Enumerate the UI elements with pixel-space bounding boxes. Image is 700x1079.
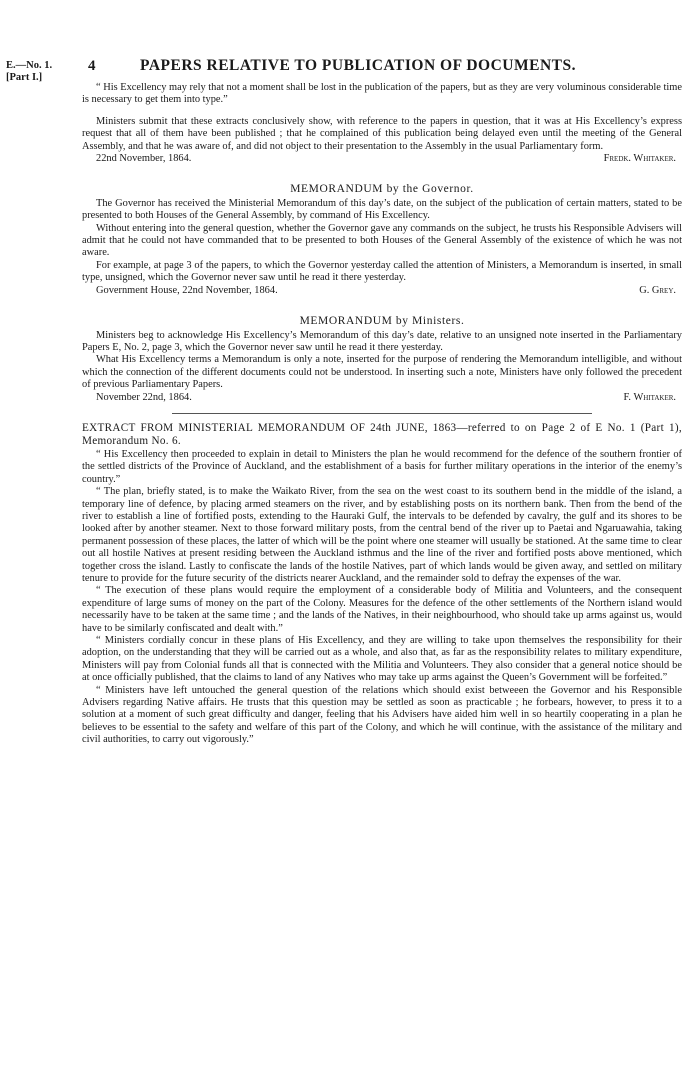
margin-reference bbox=[6, 60, 52, 84]
ministers-date: November 22nd, 1864. bbox=[96, 391, 192, 403]
page-body bbox=[82, 82, 682, 747]
margin-ref-part: [Part I.] bbox=[6, 72, 43, 83]
margin-ref-number: E.—No. 1. bbox=[6, 60, 53, 71]
ministers-memo-paragraph-1: Ministers beg to acknowledge His Excellency’s Memorandum of this day’s date, relative to an unsigned note inserted in the Parliamentary Papers E, No. 2, page 3, which the Governor never saw until he read it there yesterday. bbox=[82, 329, 682, 353]
running-title: PAPERS RELATIVE TO PUBLICATION OF DOCUMENTS. bbox=[140, 57, 576, 74]
governor-signature: G. Grey. bbox=[639, 284, 676, 296]
governor-signature-line bbox=[82, 285, 682, 297]
ministers-paragraph: Ministers submit that these extracts conclusively show, with reference to the papers in question, that it was at His Excellency’s express request that all of them have been published ; that he complained of this publication being delayed even until the meeting of the General Assembly, and that he was aware of, and did not object to their presentation to the Assembly in the usual Parliamentary form. bbox=[82, 115, 682, 152]
ministers-memorandum bbox=[82, 315, 682, 404]
page-number: 4 bbox=[88, 58, 96, 74]
governor-place-date: Government House, 22nd November, 1864. bbox=[96, 284, 278, 296]
extract-paragraph-4: “ Ministers cordially concur in these plans of His Excellency, and they are willing to take upon themselves the responsibility for their adoption, on the understanding that they will be carried out as a whole, and also that, as far as the responsibility relates to military expenditure, Ministers will pay from Colonial funds all that is connected with the Militia and Volunteers. They also consider that a general notice should be at once officially published, that the claims to land of any Natives who may take up arms against the Queen’s Government will be forfeited.” bbox=[82, 635, 682, 684]
extract-paragraph-2: “ The plan, briefly stated, is to make the Waikato River, from the sea on the west coast to its southern bend in the middle of the island, a temporary line of defence, by placing armed steamers on the river, and by establishing posts on its northern bank. Then from the bend of the river to establish a line of fortified posts, extending to the Hauraki Gulf, the intervals to be defended by cavalry, the gulf and its shores to be looked after by another steamer. Next to those forward military posts, from the central bend of the river up to Paetai and Ngaruawahia, taking permanent possession of these places, the latter of which will be the point where one steamer will usually be stationed. At the same time to clear out all hostile Natives at present residing between the Auckland isthmus and the line of the river and fortified posts above mentioned, which together cross the island. Lastly to confiscate the lands of the hostile Natives, part of which lands would be given away, and settled on military tenure to provide for the future security of the districts nearer Auckland, and the remainder sold to defray the expenses of the war. bbox=[82, 486, 682, 584]
extract-section bbox=[82, 422, 682, 747]
intro-signature: Fredk. Whitaker. bbox=[603, 153, 676, 165]
governor-memo-paragraph-1: The Governor has received the Ministerial Memorandum of this day’s date, on the subject of the publication of certain matters, stated to be presented to both Houses of the General Assembly, by command of His Excellency. bbox=[82, 197, 682, 222]
ministers-memo-heading: MEMORANDUM by Ministers. bbox=[299, 315, 465, 328]
governor-memo-paragraph-3: For example, at page 3 of the papers, to which the Governor yesterday called the attention of Ministers, a Memorandum is inserted, in small type, unsigned, which the Governor never saw until he read it there yesterday. bbox=[82, 259, 682, 284]
governor-memorandum bbox=[82, 183, 682, 297]
ministers-signature: F. Whitaker. bbox=[623, 391, 676, 403]
governor-memo-paragraph-2: Without entering into the general question, whether the Governor gave any commands on the subject, he trusts his Responsible Advisers will admit that he could not have commanded that to be presented to both Houses of the General Assembly of the existence of which he was not aware. bbox=[82, 222, 682, 259]
ministers-memo-paragraph-2: What His Excellency terms a Memorandum is only a note, inserted for the purpose of rendering the Memorandum intelligible, and without which the connection of the different documents could not be understood. In inserting such a note, Ministers have only followed the precedent of previous Parliamentary Papers. bbox=[82, 354, 682, 391]
intro-signature-line bbox=[82, 153, 682, 165]
extract-title: EXTRACT FROM MINISTERIAL MEMORANDUM OF 24th JUNE, 1863—referred to on Page 2 of E No. 1 (Part 1), Memorandum No. 6. bbox=[82, 421, 682, 448]
ministers-signature-line bbox=[82, 392, 682, 404]
extract-paragraph-1: “ His Excellency then proceeded to explain in detail to Ministers the plan he would recommend for the defence of the southern frontier of the settled districts of the Province of Auckland, and the establishment of a basis for further military operations in the interior of the enemy’s country.” bbox=[82, 448, 682, 485]
quoted-paragraph: “ His Excellency may rely that not a moment shall be lost in the publication of the papers, but as they are very voluminous considerable time is necessary to get them into type.” bbox=[82, 82, 682, 106]
extract-paragraph-3: “ The execution of these plans would require the employment of a considerable body of Militia and Volunteers, and the consequent expenditure of large sums of money on the part of the Colony. Measures for the defence of the other settlements of the Northern island would necessarily have to be taken at the same time ; and the lands of the Natives, in their neighbourhood, who should take up arms against us, would have to be similarly confiscated and dealt with.” bbox=[82, 585, 682, 634]
governor-memo-heading: MEMORANDUM by the Governor. bbox=[290, 183, 474, 196]
extract-paragraph-5: “ Ministers have left untouched the general question of the relations which should exist betweeen the Governor and his Responsible Advisers regarding Native affairs. He trusts that this question may be settled as soon as practicable ; he forbears, however, to press it to a solution at a moment of such great difficulty and danger, feeling that his Advisers have aided him well in so heartily cooperating in a plan he believes to be essential to the safety and welfare of this part of the Colony, and which he will continue, with the assistance of the military and civil authorities, to carry out vigorously.” bbox=[82, 684, 682, 746]
intro-section bbox=[82, 82, 682, 165]
intro-date: 22nd November, 1864. bbox=[96, 153, 192, 165]
section-divider bbox=[172, 413, 592, 414]
